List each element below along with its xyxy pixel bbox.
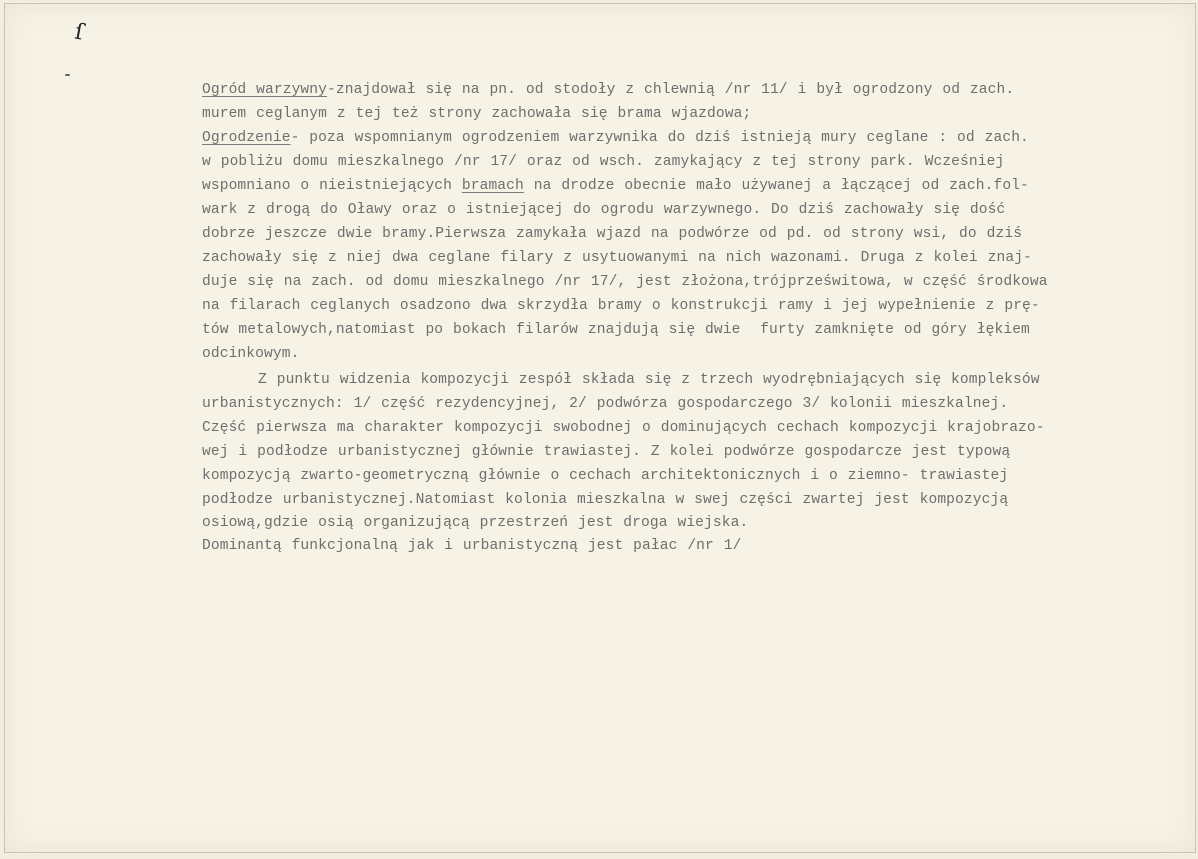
text-segment: murem ceglanym z tej też strony zachowała się brama wjazdowa; <box>202 106 752 122</box>
text-segment: wej i podłodze urbanistycznej głównie trawiastej. Z kolei podwórze gospodarcze jest typową <box>202 444 1011 460</box>
text-segment: kompozycją zwarto-geometryczną głównie o cechach architektonicznych i o ziemno- trawiastej <box>202 468 1009 484</box>
text-line <box>202 222 1162 246</box>
text-line <box>202 368 1162 392</box>
text-segment: odcinkowym. <box>202 346 300 362</box>
text-line <box>202 150 1162 174</box>
typewritten-text <box>202 78 1162 558</box>
text-segment: Dominantą funkcjonalną jak i urbanistyczną jest pałac /nr 1/ <box>202 538 742 554</box>
pen-mark: ſ <box>72 19 86 46</box>
text-segment: urbanistycznych: 1/ część rezydencyjnej, 2/ podwórza gospodarczego 3/ kolonii mieszkalnej. <box>202 396 1009 412</box>
text-line <box>202 246 1162 270</box>
text-line <box>202 512 1162 534</box>
underlined-term: bramach <box>461 178 524 194</box>
margin-mark <box>65 74 70 76</box>
text-line <box>202 464 1162 488</box>
text-segment: osiową,gdzie osią organizującą przestrzeń jest droga wiejska. <box>202 515 749 531</box>
text-line <box>202 534 1162 558</box>
text-line <box>202 78 1162 102</box>
text-segment: - poza wspomnianym ogrodzeniem warzywnika do dziś istnieją mury ceglane : od zach. <box>290 130 1029 146</box>
text-segment: wspomniano o nieistniejących <box>202 178 462 194</box>
text-segment: w pobliżu domu mieszkalnego /nr 17/ oraz od wsch. zamykający z tej strony park. Wcześniej <box>202 154 1005 170</box>
text-segment: wark z drogą do Oławy oraz o istniejącej do ogrodu warzywnego. Do dziś zachowały się dość <box>202 202 1006 218</box>
text-segment: podłodze urbanistycznej.Natomiast kolonia mieszkalna w swej części zwartej jest kompozycją <box>202 492 1009 508</box>
text-segment: Część pierwsza ma charakter kompozycji swobodnej o dominujących cechach kompozycji krajobrazo- <box>202 420 1045 436</box>
text-line <box>202 416 1162 440</box>
underlined-term: Ogród warzywny <box>202 82 328 98</box>
text-segment: tów metalowych,natomiast po bokach filarów znajdują się dwie furty zamknięte od góry łękiem <box>202 322 1030 338</box>
text-segment: zachowały się z niej dwa ceglane filary z usytuowanymi na nich wazonami. Druga z kolei znaj- <box>202 250 1032 266</box>
text-segment: na drodze obecnie mało używanej a łączącej od zach.fol- <box>523 178 1029 194</box>
underlined-term: Ogrodzenie <box>202 130 291 146</box>
text-segment: Z punktu widzenia kompozycji zespół składa się z trzech wyodrębniających się kompleksów <box>258 372 1040 388</box>
text-line <box>202 126 1162 150</box>
text-segment: duje się na zach. od domu mieszkalnego /nr 17/, jest złożona,trójprześwitowa, w część środkowa <box>202 274 1048 290</box>
text-line <box>202 294 1162 318</box>
text-line <box>202 342 1162 366</box>
text-segment: -znajdował się na pn. od stodoły z chlewnią /nr 11/ i był ogrodzony od zach. <box>327 82 1015 98</box>
text-line <box>202 174 1162 198</box>
document-page <box>4 3 1196 853</box>
text-line <box>202 440 1162 464</box>
text-segment: dobrze jeszcze dwie bramy.Pierwsza zamykała wjazd na podwórze od pd. od strony wsi, do dziś <box>202 226 1023 242</box>
text-line <box>202 102 1162 126</box>
text-line <box>202 488 1162 512</box>
text-line <box>202 270 1162 294</box>
text-line <box>202 318 1162 342</box>
text-segment: na filarach ceglanych osadzono dwa skrzydła bramy o konstrukcji ramy i jej wypełnienie z prę- <box>202 298 1040 314</box>
text-line <box>202 392 1162 416</box>
text-line <box>202 198 1162 222</box>
